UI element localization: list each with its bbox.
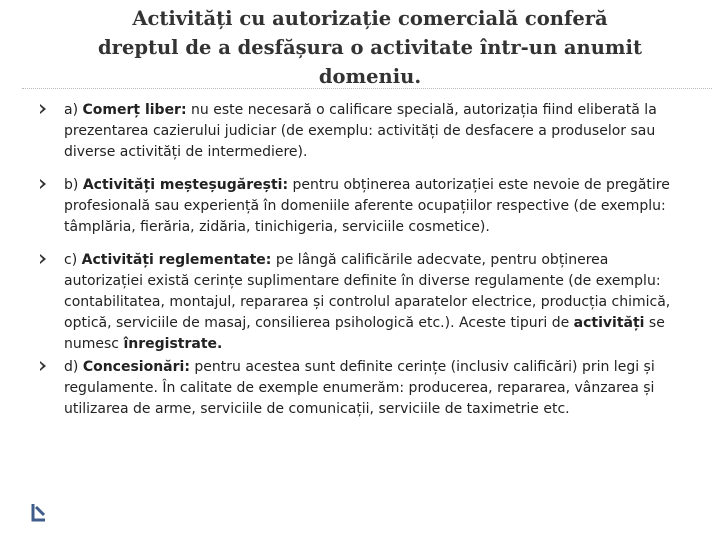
item-heading: Comerț liber:: [82, 102, 187, 118]
arrow-bullet-icon: [40, 361, 46, 371]
item-prefix: c): [64, 252, 78, 268]
item-body: pentru obținerea autorizației este nevoie de pregătire profesională sau experiență în domeniile aferente ocupațiilor respective (de exemplu: tâmplăria, fierăria, zidăria, tinichigeria, serviciile cosmetice).: [64, 177, 670, 235]
arrow-bullet-icon: [40, 254, 46, 264]
title-line-3: domeniu.: [318, 65, 422, 88]
arrow-bullet-icon: [40, 179, 46, 189]
title-line-1: Activități cu autorizație comercială conferă: [132, 7, 608, 30]
item-prefix: d): [64, 359, 79, 375]
page-title: [30, 4, 710, 91]
item-heading: Activități meșteșugărești:: [82, 177, 289, 193]
item-body: pe lângă calificările adecvate, pentru obținerea autorizației există cerințe suplimentare definite în diverse regulamente (de exemplu: contabilitatea, montajul, repararea și controlul aparatelor electrice, producția chimică, optică, serviciile de masaj, consilierea psihologică etc.). Aceste tipuri de: [64, 252, 671, 331]
list-item-text: [64, 175, 684, 238]
title-divider: [22, 88, 712, 89]
item-body: pentru acestea sunt definite cerințe (inclusiv calificări) prin legi și regulamente. În calitate de exemple enumerăm: producerea, repararea, vânzarea și utilizarea de arme, serviciile de comunicații, serviciile de taximetrie etc.: [64, 359, 655, 417]
item-tail: se numesc: [64, 315, 665, 352]
slide-corner-icon: [30, 502, 48, 524]
item-prefix: b): [64, 177, 79, 193]
list-item-text: [64, 250, 684, 355]
list-item-text: [64, 357, 684, 420]
list-item-text: [64, 100, 684, 163]
item-heading: Concesionări:: [82, 359, 190, 375]
item-tail-bold: înregistrate.: [123, 336, 223, 352]
item-prefix: a): [64, 102, 79, 118]
arrow-bullet-icon: [40, 104, 46, 114]
title-line-2: dreptul de a desfășura o activitate într-un anumit: [98, 36, 642, 59]
item-heading: Activități reglementate:: [81, 252, 272, 268]
item-body: nu este necesară o calificare specială, autorizația fiind eliberată la prezentarea cazierului judiciar (de exemplu: activități de desfacere a produselor sau diverse activități de intermediere).: [64, 102, 657, 160]
item-tail-bold: activități: [573, 315, 645, 331]
